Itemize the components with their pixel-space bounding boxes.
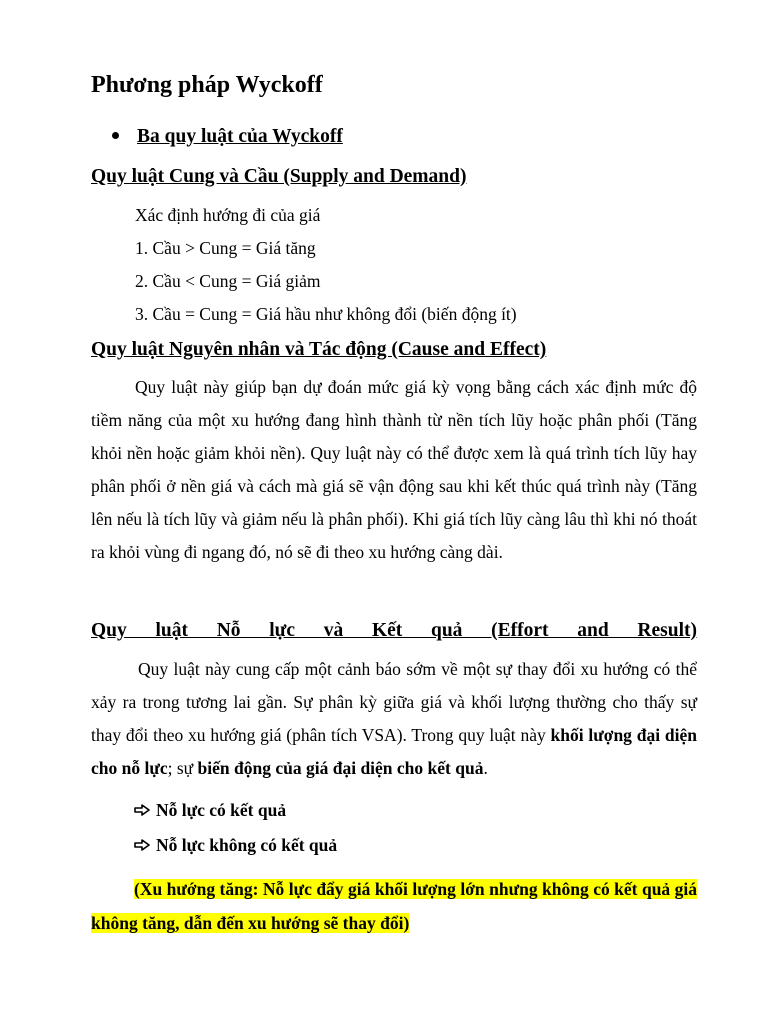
page-title: Phương pháp Wyckoff [91, 72, 323, 98]
effort-result-text-end: . [483, 758, 488, 778]
bullet-text: Ba quy luật của Wyckoff [137, 126, 343, 147]
cause-effect-paragraph: Quy luật này giúp bạn dự đoán mức giá kỳ vọng bằng cách xác định mức độ tiềm năng của một xu hướng đang hình thành từ nền tích lũy hoặc phân phối (Tăng khỏi nền hoặc giảm khỏi nền). Quy luật này có thể được xem là quá trình tích lũy hay phân phối ở nền giá và cách mà giá sẽ vận động sau khi kết thúc quá trình này (Tăng lên nếu là tích lũy và giảm nếu là phân phối). Khi giá tích lũy càng lâu thì khi nó thoát ra khỏi vùng đi ngang đó, nó sẽ đi theo xu hướng càng dài. [91, 377, 697, 562]
supply-demand-rule-3: 3. Cầu = Cung = Giá hầu như không đổi (biến động ít) [135, 304, 517, 324]
effort-result-text-mid: ; sự [167, 758, 198, 778]
highlighted-note [91, 872, 697, 940]
bullet-dot-icon [112, 132, 119, 139]
effort-result-bold-volume: khối lượng đại diện cho nỗ lực [91, 725, 697, 778]
bullet-item [112, 126, 343, 148]
supply-demand-rule-1: 1. Cầu > Cung = Giá tăng [135, 238, 316, 258]
arrow-list-item-1 [134, 800, 286, 821]
highlighted-note-text: (Xu hướng tăng: Nỗ lực đẩy giá khối lượng lớn nhưng không có kết quả giá không tăng, dẫn đến xu hướng sẽ thay đổi) [91, 879, 697, 933]
supply-demand-rule-2: 2. Cầu < Cung = Giá giảm [135, 271, 321, 291]
effort-result-text-start: Quy luật này cung cấp một cảnh báo sớm về một sự thay đổi xu hướng có thể xảy ra trong tương lai gần. Sự phân kỳ giữa giá và khối lượng thường cho thấy sự thay đổi theo xu hướng giá (phân tích VSA). Trong quy luật này [91, 659, 697, 745]
right-arrow-outline-icon [134, 839, 150, 851]
section-heading-supply-demand: Quy luật Cung và Cầu (Supply and Demand) [91, 166, 467, 187]
section-heading-cause-effect: Quy luật Nguyên nhân và Tác động (Cause and Effect) [91, 339, 547, 360]
supply-demand-intro: Xác định hướng đi của giá [135, 205, 321, 225]
arrow-list-item-1-label: Nỗ lực có kết quả [156, 800, 287, 820]
effort-result-paragraph [91, 653, 697, 785]
arrow-list-item-2-label: Nỗ lực không có kết quả [156, 835, 338, 855]
right-arrow-outline-icon [134, 804, 150, 816]
arrow-list-item-2 [134, 835, 337, 856]
effort-result-bold-price: biến động của giá đại diện cho kết quả [197, 758, 484, 778]
section-heading-effort-result: Quy luật Nỗ lực và Kết quả (Effort and Result) [91, 620, 697, 641]
